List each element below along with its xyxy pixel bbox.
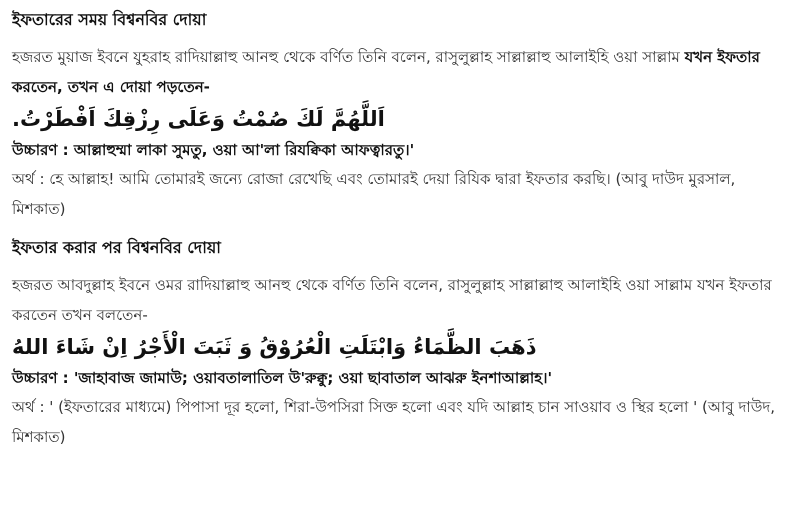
- hadith-intro-bold-text: যখন ইফতার করতেন, তখন এ দোয়া পড়তেন-: [12, 48, 760, 96]
- arabic-dua-text-2: ذَهَبَ الظَّمَاءُ وَابْتَلَتِ الْعُرُوْقُ وَ ثَبَتَ الْأَجْرُ اِنْ شَاءَ اللهُ: [12, 335, 537, 359]
- hadith-intro-paragraph-2: হজরত আবদুল্লাহ ইবনে ওমর রাদিয়াল্লাহু আনহু থেকে বর্ণিত তিনি বলেন, রাসুলুল্লাহ সাল্লাল্লাহু আলাইহি ওয়া সাল্লাম যখন ইফতার করতেন তখন বলতেন-: [12, 276, 772, 324]
- meaning-text-2: অর্থ : ' (ইফতারের মাধ্যমে) পিপাসা দূর হলো, শিরা-উপসিরা সিক্ত হলো এবং যদি আল্লাহ চান সাওয়াব ও স্থির হলো ' (আবু দাউদ, মিশকাত): [12, 398, 776, 446]
- hadith-intro-paragraph: [12, 42, 777, 102]
- section-heading-iftar-time-dua: ইফতারের সময় বিশ্বনবির দোয়া: [12, 10, 207, 29]
- meaning-text: অর্থ : হে আল্লাহ! আমি তোমারই জন্যে রোজা রেখেছি এবং তোমারই দেয়া রিযিক দ্বারা ইফতার করছি। (আবু দাউদ মুরসাল, মিশকাত): [12, 170, 736, 218]
- pronunciation-text: উচ্চারণ : আল্লাহুম্মা লাকা সুমতু, ওয়া আ'লা রিযক্বিকা আফত্বারতু।': [12, 141, 415, 159]
- section-heading-after-iftar-dua: ইফতার করার পর বিশ্বনবির দোয়া: [12, 238, 221, 257]
- pronunciation-text-2: উচ্চারণ : 'জাহাবাজ জামাউ; ওয়াবতালাতিল উ'রুক্বু; ওয়া ছাবাতাল আঝরু ইনশাআল্লাহ।': [12, 369, 553, 387]
- hadith-intro-text: হজরত মুয়াজ ইবনে যুহরাহ রাদিয়াল্লাহু আনহু থেকে বর্ণিত তিনি বলেন, রাসুলুল্লাহ সাল্লাল্লাহু আলাইহি ওয়া সাল্লাম: [12, 48, 685, 66]
- arabic-dua-text: اَللَّهُمَّ لَكَ صُمْتُ وَعَلَى رِزْقِكَ اَفْطَرْتُ.: [12, 107, 385, 131]
